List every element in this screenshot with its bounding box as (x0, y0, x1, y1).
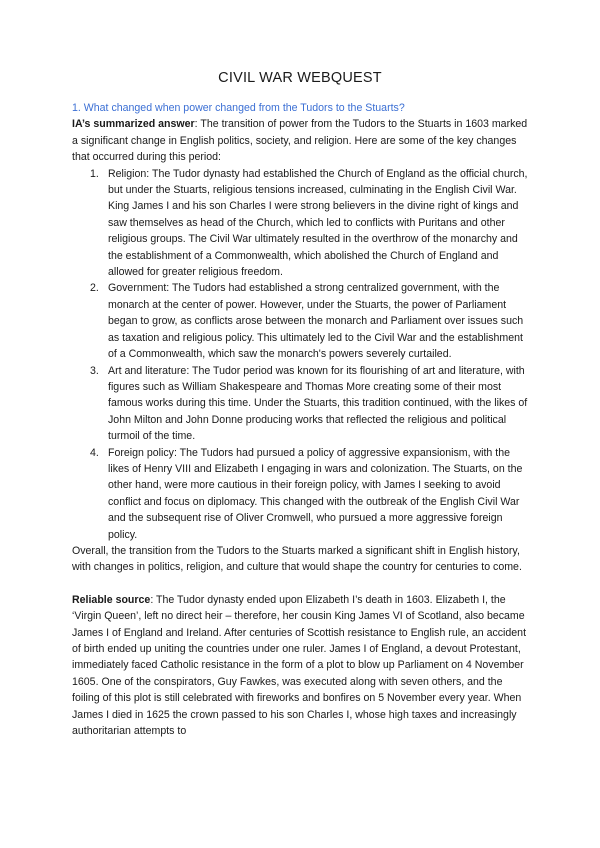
question-heading: 1. What changed when power changed from the Tudors to the Stuarts? (72, 102, 405, 114)
list-item-number: 1. (90, 167, 99, 180)
list-item-number: 2. (90, 282, 99, 295)
ia-answer-conclusion: Overall, the transition from the Tudors to the Stuarts marked a significant shift in English history, with changes in politics, religion, and culture that would shape the country for centuries to come. (72, 544, 522, 574)
list-item (90, 445, 528, 543)
document-title: CIVIL WAR WEBQUEST (218, 70, 382, 86)
reliable-source-paragraph (72, 592, 528, 740)
ia-answer-intro (72, 116, 528, 165)
list-item-text: Government: The Tudors had established a strong centralized government, with the monarch at the center of power. However, under the Stuarts, the power of Parliament began to grow, as conflicts arose between the monarch and Parliament over issues such as taxation and religious policy. This ultimately led to the Civil War and the establishment of a Commonwealth, which saw the monarch's powers severely curtailed. (108, 282, 524, 361)
list-item (90, 363, 528, 445)
list-item-text: Religion: The Tudor dynasty had established the Church of England as the official church, but under the Stuarts, religious tensions increased, culminating in the English Civil War. King James I and his son Charles I were strong believers in the divine right of kings and saw themselves as head of the Church, which led to conflicts with Puritans and other religious groups. The Civil War ultimately resulted in the overthrow of the monarchy and the establishment of a Commonwealth, which abolished the Church of England and allowed for greater religious freedom. (108, 167, 528, 279)
paragraph-spacer (72, 576, 528, 592)
changes-list (72, 166, 528, 543)
reliable-source-text: : The Tudor dynasty ended upon Elizabeth I’s death in 1603. Elizabeth I, the ‘Virgin Queen’, left no direct heir – therefore, her cousin King James VI of Scotland, also became James I of England and Ireland. After centuries of Scottish resistance to English rule, an accident of birth ended up uniting the countries under one ruler. James I of England, a devout Protestant, immediately faced Catholic resistance in the form of a plot to blow up Parliament on 4 November 1605. One of the conspirators, Guy Fawkes, was executed along with seven others, and the foiling of this plot is still celebrated with fireworks and bonfires on 5 November every year. When James I died in 1625 the crown passed to his son Charles I, whose high taxes and increasingly authoritarian attempts to (72, 593, 527, 738)
reliable-source-label: Reliable source (72, 593, 151, 606)
list-item-text: Foreign policy: The Tudors had pursued a policy of aggressive expansionism, with the likes of Henry VIII and Elizabeth I engaging in wars and colonization. The Stuarts, on the other hand, were more cautious in their foreign policy, with James I seeking to avoid conflict and focus on diplomacy. This changed with the outbreak of the English Civil War and the subsequent rise of Oliver Cromwell, who pursued a more aggressive foreign policy. (108, 446, 523, 541)
list-item-number: 3. (90, 364, 99, 377)
ia-answer-label: IA’s summarized answer (72, 118, 195, 131)
ia-answer-intro-text: : The transition of power from the Tudors to the Stuarts in 1603 marked a significant change in English politics, society, and religion. Here are some of the key changes that occurred during this period: (72, 118, 528, 164)
list-item (90, 166, 528, 281)
list-item-text: Art and literature: The Tudor period was known for its flourishing of art and literature, with figures such as William Shakespeare and Thomas More creating some of their most famous works during this time. Under the Stuarts, this tradition continued, with the likes of John Milton and John Donne producing works that reflected the religious and political turmoil of the time. (108, 364, 528, 443)
list-item-number: 4. (90, 446, 99, 459)
list-item (90, 280, 528, 362)
